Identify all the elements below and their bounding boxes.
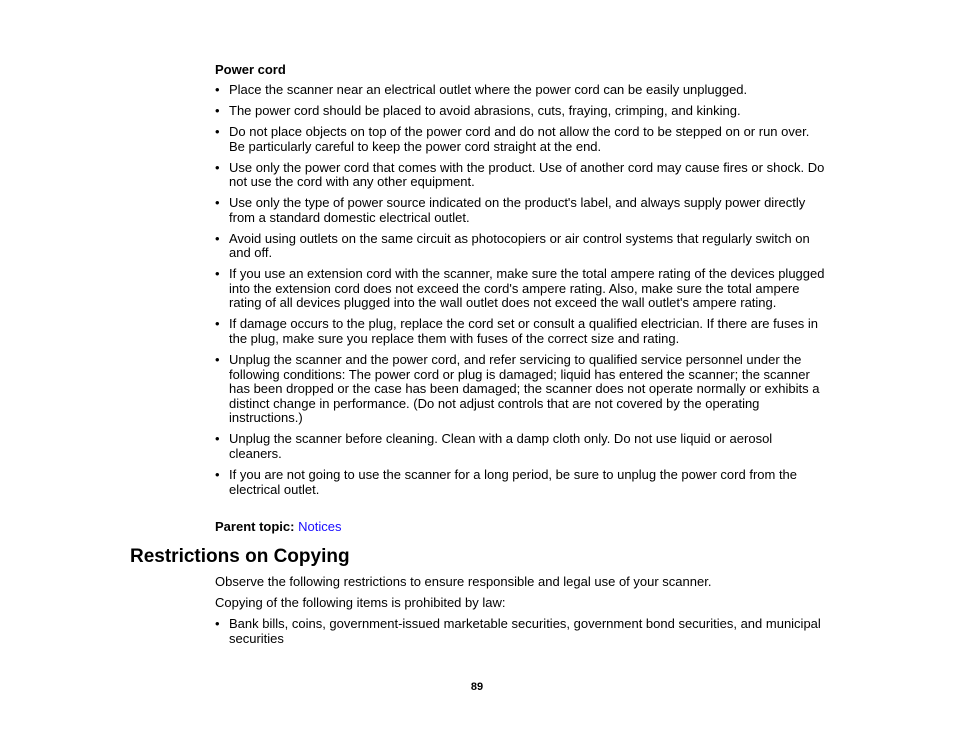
prohibited-items-list [215, 617, 827, 653]
notices-link[interactable]: Notices [298, 519, 342, 534]
list-item [215, 432, 827, 461]
list-item-text: Unplug the scanner before cleaning. Clean with a damp cloth only. Do not use liquid or aerosol cleaners. [229, 431, 773, 461]
list-item [215, 353, 827, 426]
list-item [215, 617, 827, 646]
bullet-icon: • [215, 82, 220, 97]
bullet-icon: • [215, 159, 220, 175]
list-item [215, 161, 827, 190]
bullet-icon: • [215, 616, 220, 631]
list-item [215, 317, 827, 346]
list-item-text: If you use an extension cord with the scanner, make sure the total ampere rating of the devices plugged into the extension cord does not exceed the cord's ampere rating. Also, make sure the total ampere rating of all devices plugged into the wall outlet does not exceed the wall outlet's ampere rating. [229, 266, 825, 311]
bullet-icon: • [215, 195, 220, 211]
list-item-text: If you are not going to use the scanner for a long period, be sure to unplug the power cord from the electrical outlet. [229, 466, 798, 497]
list-item [215, 125, 827, 154]
list-item [215, 267, 827, 311]
list-item-text: Use only the power cord that comes with the product. Use of another cord may cause fires or shock. Do not use the cord with any other equipment. [229, 159, 825, 190]
bullet-icon: • [215, 266, 220, 282]
prohibited-intro: Copying of the following items is prohibited by law: [215, 595, 506, 610]
bullet-icon: • [215, 123, 220, 139]
list-item [215, 468, 827, 497]
list-item-text: The power cord should be placed to avoid abrasions, cuts, fraying, crimping, and kinking. [229, 102, 741, 118]
bullet-icon: • [215, 431, 220, 447]
restrictions-intro: Observe the following restrictions to ensure responsible and legal use of your scanner. [215, 574, 712, 589]
list-item [215, 104, 827, 119]
list-item [215, 83, 827, 98]
power-cord-heading: Power cord [215, 62, 286, 77]
list-item-text: Do not place objects on top of the power cord and do not allow the cord to be stepped on or run over. Be particularly careful to keep the power cord straight at the end. [229, 123, 810, 154]
restrictions-heading: Restrictions on Copying [130, 546, 350, 567]
list-item-text: Unplug the scanner and the power cord, and refer servicing to qualified service personnel under the following conditions: The power cord or plug is damaged; liquid has entered the scanner; the scanner has been dropped or the case has been damaged; the scanner does not operate normally or exhibits a distinct change in performance. (Do not adjust controls that are not covered by the operating instructions.) [229, 352, 820, 426]
list-item-text: Avoid using outlets on the same circuit as photocopiers or air control systems that regularly switch on and off. [229, 230, 810, 261]
bullet-icon: • [215, 102, 220, 118]
list-item-text: Place the scanner near an electrical outlet where the power cord can be easily unplugged. [229, 82, 748, 97]
power-cord-list [215, 83, 827, 504]
page-number: 89 [470, 681, 484, 693]
bullet-icon: • [215, 316, 220, 332]
bullet-icon: • [215, 352, 220, 368]
parent-topic [215, 519, 341, 534]
list-item [215, 196, 827, 225]
bullet-icon: • [215, 466, 220, 482]
list-item-text: If damage occurs to the plug, replace the cord set or consult a qualified electrician. If there are fuses in the plug, make sure you replace them with fuses of the correct size and rating. [229, 316, 818, 347]
parent-topic-label: Parent topic: [215, 519, 295, 534]
list-item-text: Bank bills, coins, government-issued marketable securities, government bond securities, and municipal securities [229, 616, 821, 646]
bullet-icon: • [215, 230, 220, 246]
list-item-text: Use only the type of power source indicated on the product's label, and always supply power directly from a standard domestic electrical outlet. [229, 195, 806, 225]
list-item [215, 232, 827, 261]
